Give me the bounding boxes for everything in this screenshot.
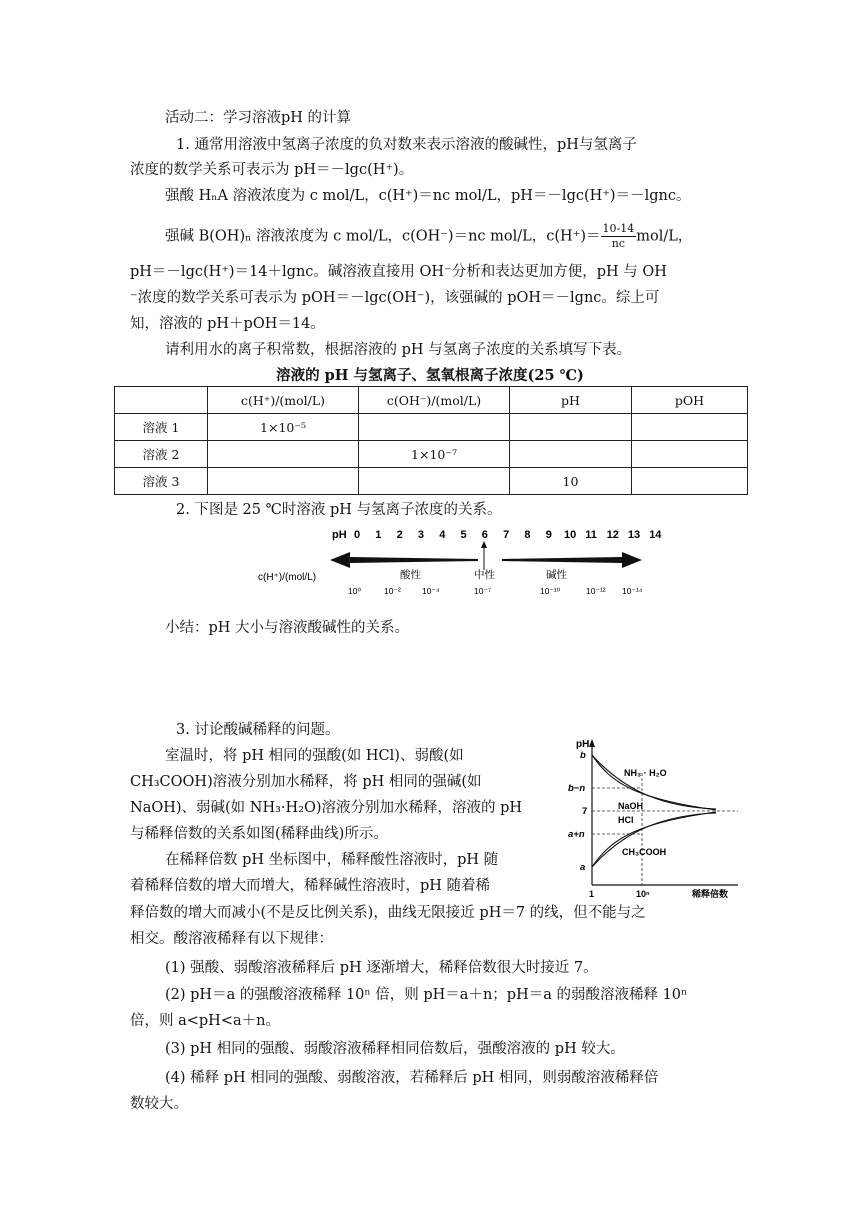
concentration-tick-label: 10⁻² (384, 586, 401, 596)
ph-tick-label: 9 (545, 529, 552, 541)
acid-label: 酸性 (400, 569, 421, 581)
unit-text: mol/L， (636, 228, 693, 245)
table-row (115, 441, 748, 468)
rule-2-line-1: (2) pH＝a 的强酸溶液稀释 10ⁿ 倍，则 pH＝a＋n；pH＝a 的弱酸溶液稀释 10ⁿ (165, 987, 688, 1003)
y-tick-7: 7 (582, 806, 588, 817)
label-ch3cooh: CH₃COOH (622, 847, 667, 857)
paragraph-1-line-6: ⁻浓度的数学关系可表示为 pOH＝－lgc(OH⁻)，该强碱的 pOH＝－lgnc。综上可 (130, 290, 660, 306)
y-tick-b-n: b−n (568, 783, 586, 794)
paragraph-1-line-4 (165, 222, 692, 251)
strong-base-text: 强碱 B(OH)ₙ 溶液浓度为 c mol/L，c(OH⁻)＝nc mol/L，c(H⁺)＝ (165, 228, 601, 245)
concentration-tick-label: 10⁻⁴ (422, 586, 440, 596)
section-3-line-8: 相交。酸溶液稀释有以下规律： (130, 931, 333, 947)
ph-scale-figure (250, 524, 662, 604)
ph-tick-label: 11 (585, 529, 597, 541)
table-cell: 1×10⁻⁷ (359, 441, 510, 468)
ph-tick-label: 12 (606, 529, 619, 541)
label-hcl: HCl (618, 815, 634, 825)
label-nh3-h2o: NH₃ · H₂O (624, 768, 667, 778)
ph-tick-label: 4 (439, 529, 446, 541)
paragraph-1-line-1: 1. 通常用溶液中氢离子浓度的负对数来表示溶液的酸碱性，pH与氢离子 (176, 137, 637, 153)
table-header-cell: pOH (632, 387, 748, 414)
ph-tick-label: 3 (417, 529, 425, 541)
table-cell: 溶液 3 (115, 468, 208, 495)
activity-title: 活动二：学习溶液pH 的计算 (165, 110, 352, 126)
rule-4-line-2: 数较大。 (130, 1096, 188, 1112)
x-tick-1: 1 (589, 889, 595, 899)
y-axis-arrowhead (589, 739, 595, 747)
table-cell (632, 414, 748, 441)
concentration-tick-label: 10⁻⁷ (474, 586, 492, 596)
y-tick-b: b (580, 750, 586, 761)
curve-ch3cooh (592, 813, 716, 867)
summary: 小结：pH 大小与溶液酸碱性的关系。 (165, 620, 410, 636)
x-axis-label: 稀释倍数 (692, 889, 729, 899)
paragraph-1-line-7: 知，溶液的 pH＋pOH＝14。 (130, 316, 325, 332)
ph-scale-ticks (354, 529, 662, 541)
table-row (115, 468, 748, 495)
rule-4-line-1: (4) 稀释 pH 相同的强酸、弱酸溶液，若稀释后 pH 相同，则弱酸溶液稀释倍 (165, 1070, 659, 1086)
table-cell: 10 (510, 468, 632, 495)
rule-3: (3) pH 相同的强酸、弱酸溶液稀释相同倍数后，强酸溶液的 pH 较大。 (165, 1041, 625, 1057)
table-cell: 溶液 2 (115, 441, 208, 468)
table-cell: 溶液 1 (115, 414, 208, 441)
concentration-tick-label: 10⁻¹² (586, 586, 606, 596)
ph-tick-label: 10 (564, 529, 577, 541)
table-cell (359, 414, 510, 441)
curve-naoh (592, 755, 716, 810)
section-3-line-5: 在稀释倍数 pH 坐标图中，稀释酸性溶液时，pH 随 (165, 852, 499, 868)
section-3-line-3: NaOH)、弱碱(如 NH₃·H₂O)溶液分别加水稀释，溶液的 pH (130, 800, 523, 816)
acid-arrow (330, 552, 478, 568)
table-header-cell: c(OH⁻)/(mol/L) (359, 387, 510, 414)
section-3-line-4: 与稀释倍数的关系如图(稀释曲线)所示。 (130, 826, 388, 842)
table-cell (632, 468, 748, 495)
concentration-ticks (348, 586, 643, 596)
table-cell: 1×10⁻⁵ (208, 414, 359, 441)
paragraph-1-line-3: 强酸 HₙA 溶液浓度为 c mol/L，c(H⁺)＝nc mol/L，pH＝－lgc(H⁺)＝－lgnc。 (165, 188, 691, 204)
section-3-line-6: 着稀释倍数的增大而增大，稀释碱性溶液时，pH 随着稀 (130, 878, 491, 894)
neutral-arrowhead (481, 541, 487, 548)
paragraph-2: 2. 下图是 25 ℃时溶液 pH 与氢离子浓度的关系。 (176, 502, 502, 518)
table-header-cell: c(H⁺)/(mol/L) (208, 387, 359, 414)
ph-table (114, 386, 748, 495)
base-arrow (502, 552, 642, 568)
curve-nh3-h2o (592, 755, 716, 809)
ph-tick-label: 1 (375, 529, 382, 541)
ph-scale-label: pH (332, 529, 347, 541)
y-tick-a: a (580, 862, 586, 873)
table-cell (208, 468, 359, 495)
rule-1: (1) 强酸、弱酸溶液稀释后 pH 逐渐增大，稀释倍数很大时接近 7。 (165, 960, 598, 976)
ph-tick-label: 14 (649, 529, 662, 541)
table-header-cell: pH (510, 387, 632, 414)
paragraph-1-line-8: 请利用水的离子积常数，根据溶液的 pH 与氢离子浓度的关系填写下表。 (165, 342, 632, 358)
table-cell (359, 468, 510, 495)
concentration-tick-label: 10⁻¹⁰ (540, 586, 561, 596)
y-axis-label: pH (576, 739, 590, 750)
concentration-label: c(H⁺)/(mol/L) (258, 572, 317, 583)
concentration-tick-label: 10⁻¹⁴ (622, 586, 643, 596)
table-cell (510, 414, 632, 441)
paragraph-1-line-2: 浓度的数学关系可表示为 pH＝－lgc(H⁺)。 (130, 162, 414, 178)
section-3-line-2: CH₃COOH)溶液分别加水稀释，将 pH 相同的强碱(如 (130, 774, 482, 790)
ph-tick-label: 6 (481, 529, 488, 541)
table-header-cell (115, 387, 208, 414)
ph-tick-label: 13 (627, 529, 641, 541)
curve-hcl (592, 812, 716, 867)
fraction (601, 222, 637, 251)
table-cell (510, 441, 632, 468)
base-label: 碱性 (546, 569, 567, 581)
ph-tick-label: 5 (460, 529, 467, 541)
fraction-numerator: 10-14 (602, 222, 635, 235)
section-3-title: 3. 讨论酸碱稀释的问题。 (176, 722, 340, 738)
ph-tick-label: 2 (396, 529, 403, 541)
table-row (115, 414, 748, 441)
table-header-row (115, 387, 748, 414)
section-3-line-1: 室温时，将 pH 相同的强酸(如 HCl)、弱酸(如 (165, 748, 464, 764)
ph-tick-label: 0 (354, 529, 361, 541)
section-3-line-7: 释倍数的增大而减小(不是反比例关系)，曲线无限接近 pH＝7 的线，但不能与之 (130, 905, 646, 921)
label-naoh: NaOH (618, 801, 644, 811)
ph-tick-label: 8 (524, 529, 531, 541)
table-cell (632, 441, 748, 468)
neutral-label: 中性 (474, 569, 495, 581)
x-tick-10n: 10ⁿ (636, 889, 650, 899)
paragraph-1-line-5: pH＝－lgc(H⁺)＝14＋lgnc。碱溶液直接用 OH⁻分析和表达更加方便，pH 与 OH (130, 264, 667, 280)
table-cell (208, 441, 359, 468)
y-tick-a-n: a+n (568, 829, 585, 840)
ph-tick-label: 7 (503, 529, 510, 541)
rule-2-line-2: 倍，则 a<pH<a＋n。 (130, 1013, 280, 1029)
fraction-denominator: nc (611, 237, 626, 250)
concentration-tick-label: 10⁰ (348, 586, 361, 596)
table-caption: 溶液的 pH 与氢离子、氢氧根离子浓度(25 ℃) (276, 367, 584, 384)
dilution-curve-figure (556, 733, 746, 901)
